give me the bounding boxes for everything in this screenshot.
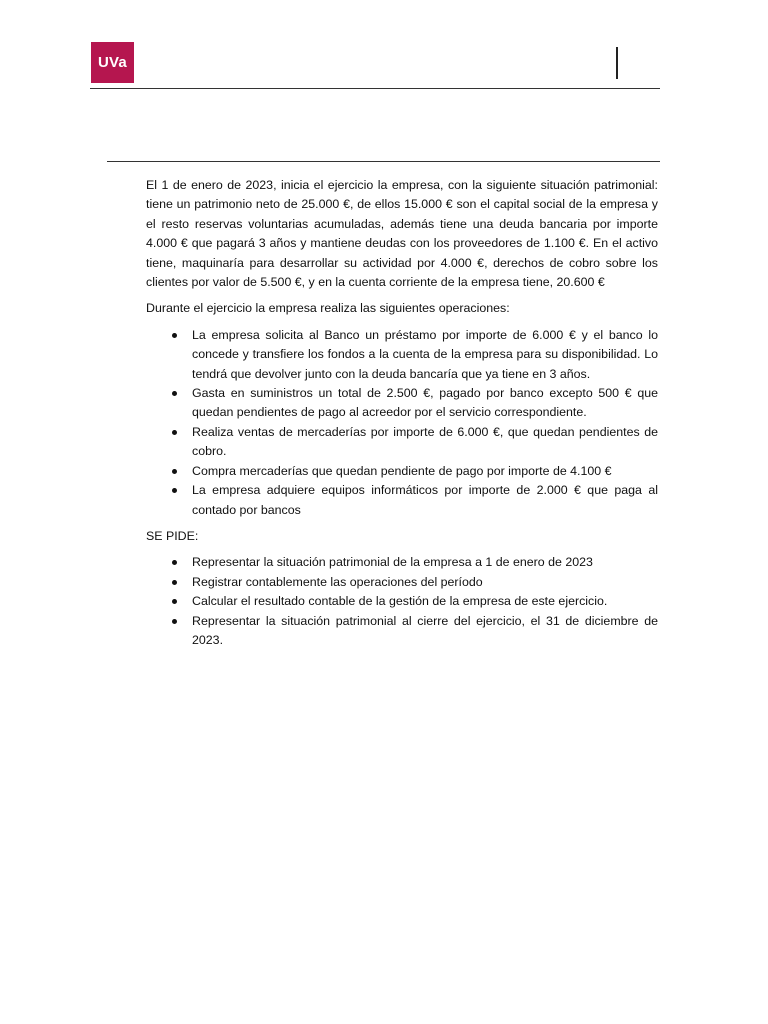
list-item-text: La empresa adquiere equipos informáticos por importe de 2.000 € que paga al contado por bancos [192, 483, 658, 517]
list-item [146, 612, 658, 651]
bullet-icon [172, 560, 177, 565]
list-item [146, 462, 658, 481]
bullet-icon [172, 391, 177, 396]
list-item [146, 481, 658, 520]
list-item-text: La empresa solicita al Banco un préstamo por importe de 6.000 € y el banco lo concede y transfiere los fondos a la cuenta de la empresa para su disponibilidad. Lo tendrá que devolver junto con la deuda bancaría que ya tiene en 3 años. [192, 327, 658, 381]
list-item-text: Gasta en suministros un total de 2.500 €, pagado por banco excepto 500 € que quedan pendientes de pago al acreedor por el servicio correspondiente. [192, 386, 658, 420]
tasks-title: SE PIDE: [146, 528, 199, 543]
bullet-icon [172, 469, 177, 474]
list-item [146, 573, 658, 592]
list-item-text: Representar la situación patrimonial al cierre del ejercicio, el 31 de diciembre de 2023. [192, 613, 658, 647]
uva-logo [91, 42, 134, 83]
header-rule [90, 88, 660, 89]
header-divider-bar [616, 47, 618, 79]
bullet-icon [172, 619, 177, 624]
document-body [146, 176, 658, 657]
list-item [146, 384, 658, 423]
list-item-text: Compra mercaderías que quedan pendiente de pago por importe de 4.100 € [192, 463, 612, 478]
bullet-icon [172, 599, 177, 604]
bullet-icon [172, 488, 177, 493]
list-item-text: Registrar contablemente las operaciones del período [192, 574, 483, 589]
list-item-text: Realiza ventas de mercaderías por importe de 6.000 €, que quedan pendientes de cobro. [192, 424, 658, 459]
section-rule [107, 161, 660, 162]
list-item [146, 326, 658, 384]
logo-text: UVa [98, 54, 127, 71]
bullet-icon [172, 580, 177, 585]
list-item-text: Calcular el resultado contable de la gestión de la empresa de este ejercicio. [192, 594, 608, 609]
list-item [146, 423, 658, 462]
list-item-text: Representar la situación patrimonial de la empresa a 1 de enero de 2023 [192, 555, 593, 570]
intro-paragraph: El 1 de enero de 2023, inicia el ejercicio la empresa, con la siguiente situación patrimonial: tiene un patrimonio neto de 25.000 €, de ellos 15.000 € son el capital social de la empresa y el resto reservas voluntarias acumuladas, además tiene una deuda bancaria por importe 4.000 € que pagará 3 años y mantiene deudas con los proveedores de 1.100 €. En el activo tiene, maquinaría para desarrollar su actividad por 4.000 €, derechos de cobro sobre los clientes por valor de 5.500 €, y en la cuenta corriente de la empresa tiene, 20.600 € [146, 178, 658, 290]
operations-intro: Durante el ejercicio la empresa realiza las siguientes operaciones: [146, 301, 510, 316]
operations-list [146, 326, 658, 520]
list-item [146, 553, 658, 572]
tasks-list [146, 553, 658, 650]
list-item [146, 592, 658, 611]
bullet-icon [172, 430, 177, 435]
bullet-icon [172, 333, 177, 338]
